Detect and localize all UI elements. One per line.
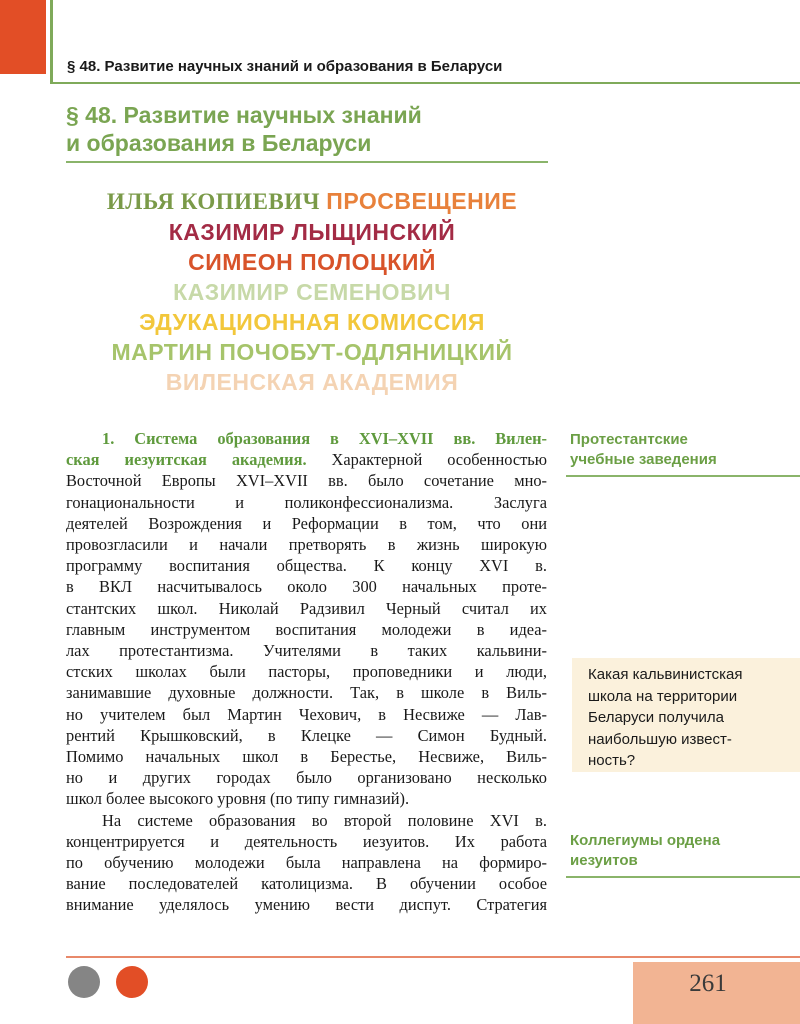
- body-line: по обучению молодежи была направлена на формиро-: [66, 853, 547, 873]
- margin-heading-rule: [566, 876, 800, 878]
- body-line: но учителем был Мартин Чехович, в Несвиже — Лав-: [66, 704, 547, 724]
- orange-circle-icon: [116, 966, 148, 998]
- body-line: Помимо начальных школ в Берестье, Несвиже, Виль-: [66, 747, 547, 767]
- running-head-rule: [50, 82, 800, 84]
- keyword-line-1: [66, 186, 558, 217]
- question-line: Беларуси получила: [588, 709, 725, 726]
- body-text: [66, 428, 547, 916]
- margin-heading-protestant-schools: [570, 430, 800, 470]
- body-line: главным инструментом воспитания молодежи в идеа-: [66, 619, 547, 639]
- keyword-simeon-polotsky: СИМЕОН ПОЛОЦКИЙ: [188, 249, 436, 275]
- margin-heading-line: Протестантские: [570, 431, 688, 448]
- body-line: в ВКЛ насчитывалось около 300 начальных проте-: [66, 577, 547, 597]
- running-head-text: § 48. Развитие научных знаний и образования в Беларуси: [67, 58, 503, 75]
- body-line: Восточной Европы XVI–XVII вв. было сочетание мно-: [66, 471, 547, 491]
- body-line: провозгласили и начали претворять в жизнь широкую: [66, 535, 547, 555]
- body-line: стантских школ. Николай Радзивил Черный считал их: [66, 598, 547, 618]
- keyword-cloud: [66, 186, 558, 397]
- question-line: ность?: [588, 752, 636, 769]
- body-line: вание последователей католицизма. В обучении особое: [66, 874, 547, 894]
- page-number: 261: [689, 970, 727, 997]
- body-line: На системе образования во второй половине XVI в.: [102, 810, 547, 830]
- keyword-prosveshchenie: ПРОСВЕЩЕНИЕ: [326, 188, 518, 214]
- grey-circle-icon: [68, 966, 100, 998]
- keyword-ilya-kopievich: ИЛЬЯ КОПИЕВИЧ: [106, 189, 321, 214]
- title-rule: [66, 161, 548, 163]
- body-line: стских школах были пасторы, проповедники и люди,: [66, 662, 547, 682]
- body-line: программу воспитания общества. К концу XVI в.: [66, 556, 547, 576]
- body-line: лах протестантизма. Учителями в таких кальвини-: [66, 641, 547, 661]
- keyword-kazimir-lyshchinsky: КАЗИМИР ЛЫЩИНСКИЙ: [168, 219, 456, 245]
- body-line: концентрируется и деятельность иезуитов. Их работа: [66, 831, 547, 851]
- margin-question-box: [572, 658, 800, 772]
- footer-rule: [66, 956, 800, 958]
- body-line: но и других городах было организовано несколько: [66, 768, 547, 788]
- margin-heading-line: иезуитов: [570, 852, 638, 869]
- body-line: [66, 428, 547, 449]
- body-line: гонациональности и поликонфессионализма. Заслуга: [66, 492, 547, 512]
- body-line: школ более высокого уровня (по типу гимназий).: [66, 789, 410, 809]
- question-line: наибольшую извест-: [588, 730, 732, 748]
- keyword-martin-pochobut: МАРТИН ПОЧОБУТ-ОДЛЯНИЦКИЙ: [111, 339, 513, 365]
- paragraph-lead-heading-cont: ская иезуитская академия.: [66, 450, 307, 470]
- body-line: деятелей Возрождения и Реформации в том, что они: [66, 513, 547, 533]
- question-line: школа на территории: [588, 687, 738, 705]
- running-head: [50, 0, 800, 84]
- section-title-line-2: и образования в Беларуси: [66, 130, 372, 156]
- margin-heading-jesuit-colleges: [570, 831, 800, 871]
- body-line: внимание уделялось умению вести диспут. Стратегия: [66, 895, 547, 915]
- chapter-tab-marker: [0, 0, 46, 74]
- question-line: Какая кальвинистская: [588, 666, 743, 683]
- section-title-line-1: § 48. Развитие научных знаний: [66, 102, 422, 128]
- page-number-box: [633, 962, 800, 1024]
- margin-heading-line: Коллегиумы ордена: [570, 832, 721, 849]
- keyword-vilenskaya-akademiya: ВИЛЕНСКАЯ АКАДЕМИЯ: [165, 369, 459, 395]
- margin-heading-rule: [566, 475, 800, 477]
- body-line: [66, 449, 547, 470]
- keyword-kazimir-semenovich: КАЗИМИР СЕМЕНОВИЧ: [173, 279, 451, 305]
- body-line: рентий Крышковский, в Клецке — Симон Будный.: [66, 725, 547, 745]
- margin-heading-line: учебные заведения: [570, 451, 717, 468]
- body-line: занимавшие духовные должности. Так, в школе в Виль-: [66, 683, 547, 703]
- section-title: [66, 101, 556, 157]
- body-line-text: Характерной особенностью: [306, 450, 547, 470]
- keyword-edukatsionnaya-komissiya: ЭДУКАЦИОННАЯ КОМИССИЯ: [139, 309, 485, 335]
- paragraph-lead-heading: 1. Система образования в XVI–XVII вв. Вилен-: [102, 429, 547, 448]
